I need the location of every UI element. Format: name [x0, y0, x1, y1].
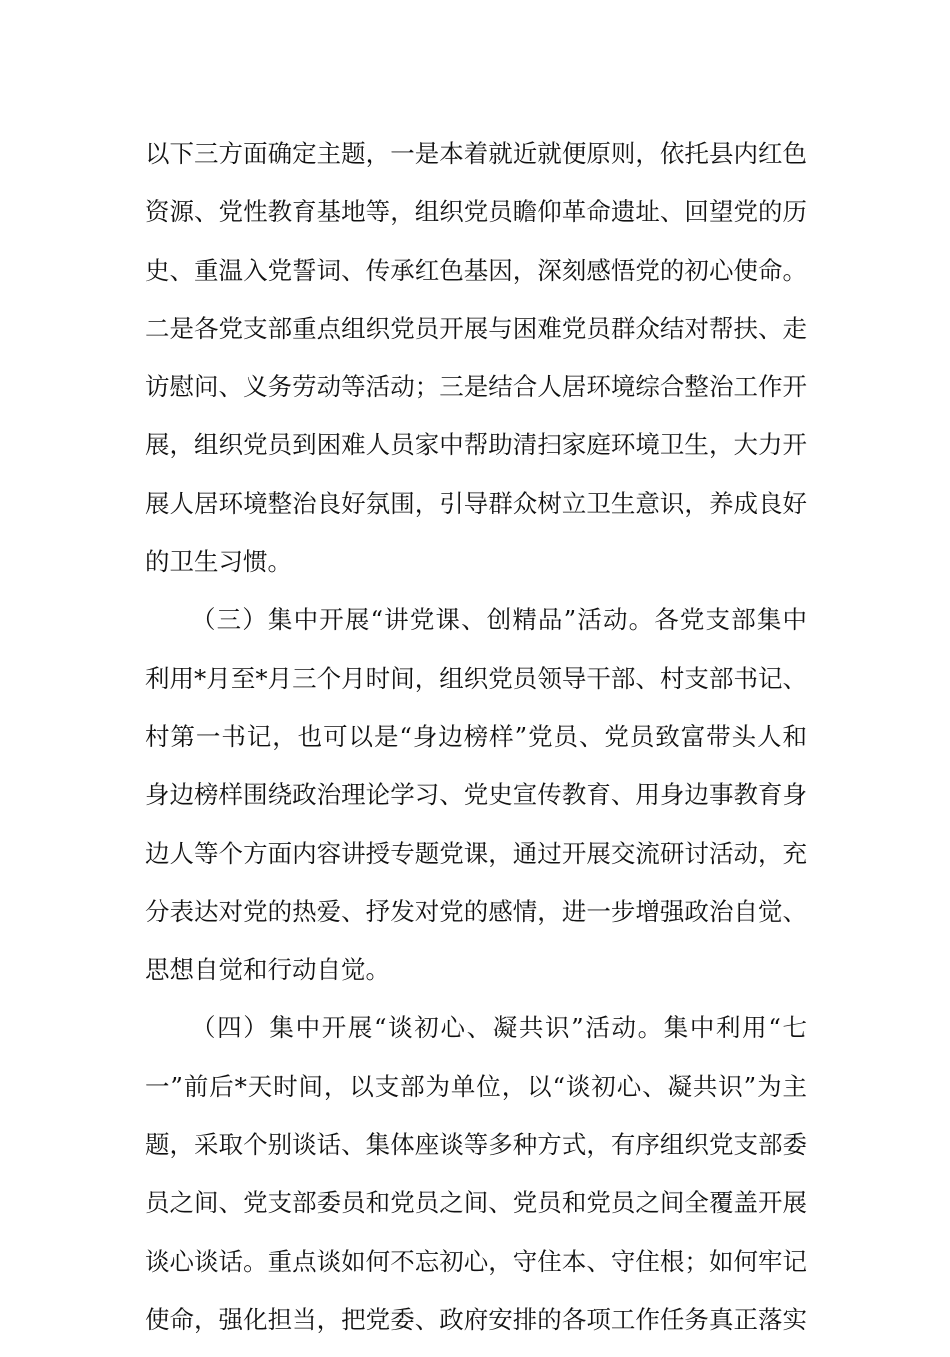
text-line: 身边榜样围绕政治理论学习、党史宣传教育、用身边事教育身 — [145, 780, 807, 810]
text-line: 展，组织党员到困难人员家中帮助清扫家庭环境卫生，大力开 — [145, 430, 807, 460]
text-line: 的卫生习惯。 — [145, 547, 292, 577]
text-line: 一”前后*天时间，以支部为单位，以“谈初心、凝共识”为主 — [145, 1071, 807, 1101]
text-line: 思想自觉和行动自觉。 — [145, 955, 390, 985]
text-line: 村第一书记，也可以是“身边榜样”党员、党员致富带头人和 — [145, 721, 807, 751]
section-heading-line: （四）集中开展“谈初心、凝共识”活动。集中利用“七 — [191, 1013, 807, 1043]
text-line: 资源、党性教育基地等，组织党员瞻仰革命遗址、回望党的历 — [145, 197, 807, 227]
text-line: 以下三方面确定主题，一是本着就近就便原则，依托县内红色 — [145, 139, 807, 168]
document-body — [145, 133, 807, 1357]
text-line: 谈心谈话。重点谈如何不忘初心，守住本、守住根；如何牢记 — [145, 1246, 807, 1276]
text-line: 员之间、党支部委员和党员之间、党员和党员之间全覆盖开展 — [145, 1188, 807, 1218]
section-heading-line: （三）集中开展“讲党课、创精品”活动。各党支部集中 — [191, 605, 807, 635]
text-line: 分表达对党的热爱、抒发对党的感情，进一步增强政治自觉、 — [145, 896, 807, 926]
text-line: 题，采取个别谈话、集体座谈等多种方式，有序组织党支部委 — [145, 1130, 807, 1160]
text-line: 访慰问、义务劳动等活动；三是结合人居环境综合整治工作开 — [145, 372, 807, 402]
text-line: 二是各党支部重点组织党员开展与困难党员群众结对帮扶、走 — [145, 313, 807, 343]
text-line: 使命，强化担当，把党委、政府安排的各项工作任务真正落实 — [145, 1304, 807, 1334]
text-line: 利用*月至*月三个月时间，组织党员领导干部、村支部书记、 — [145, 663, 807, 693]
text-line: 边人等个方面内容讲授专题党课，通过开展交流研讨活动，充 — [145, 838, 807, 868]
text-line: 史、重温入党誓词、传承红色基因，深刻感悟党的初心使命。 — [145, 255, 807, 285]
text-line: 展人居环境整治良好氛围，引导群众树立卫生意识，养成良好 — [145, 488, 807, 518]
